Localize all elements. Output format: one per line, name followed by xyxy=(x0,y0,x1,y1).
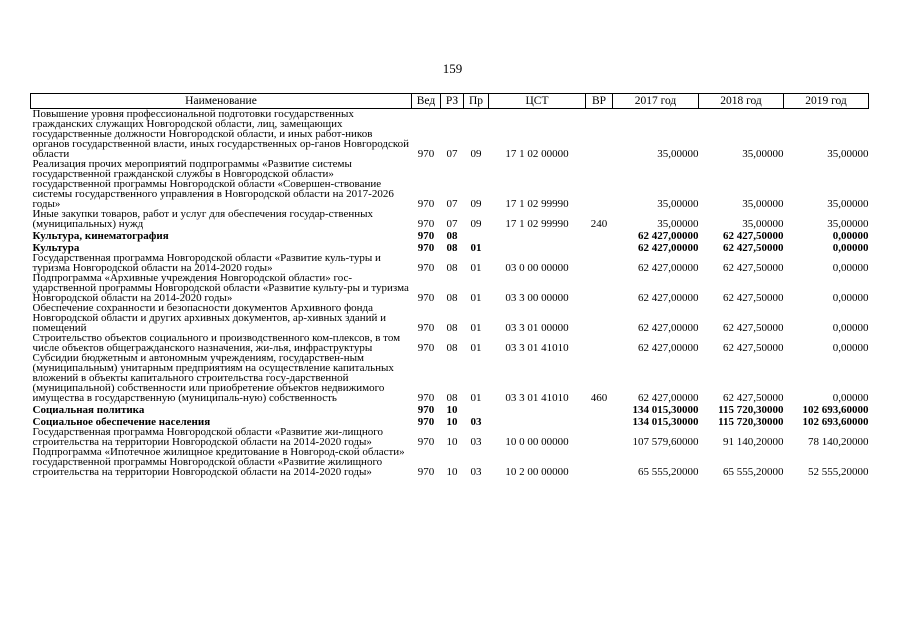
cell-vr xyxy=(586,229,613,241)
cell-y2019: 102 693,60000 xyxy=(802,416,869,428)
cell-rz: 07 xyxy=(446,148,458,160)
table-header-row xyxy=(31,94,869,109)
cell-cst xyxy=(489,241,586,253)
cell-ved: 970 xyxy=(417,230,435,242)
table-body xyxy=(31,109,869,478)
table-row xyxy=(31,303,869,333)
cell-vr: 240 xyxy=(590,218,608,230)
cell-vr xyxy=(586,159,613,209)
cell-cst: 03 3 01 00000 xyxy=(505,322,569,334)
cell-pr: 09 xyxy=(470,148,482,160)
cell-y2018: 115 720,30000 xyxy=(718,404,784,416)
cell-rz: 08 xyxy=(446,242,458,254)
header-name: Наименование xyxy=(31,94,412,109)
cell-ved: 970 xyxy=(417,322,435,334)
cell-vr xyxy=(586,253,613,273)
cell-vr xyxy=(586,333,613,353)
cell-y2019: 35,00000 xyxy=(827,148,869,160)
cell-y2019: 35,00000 xyxy=(827,198,869,210)
cell-name: Повышение уровня профессиональной подготовки государственных гражданских служащих Новгородской области, лиц, замещающих государственные должности Новгородской области, и иных работ-ников органов государственной власти, иных государственных ор-ганов Новгородской области xyxy=(32,108,410,160)
header-vr: ВР xyxy=(586,94,613,109)
page-number: 159 xyxy=(442,61,463,76)
cell-cst xyxy=(489,403,586,415)
cell-y2017: 62 427,00000 xyxy=(638,322,699,334)
cell-name: Социальная политика xyxy=(32,404,145,416)
table-row xyxy=(31,333,869,353)
header-2018: 2018 год xyxy=(699,94,784,109)
cell-pr: 03 xyxy=(470,416,482,428)
cell-cst: 10 0 00 00000 xyxy=(505,436,569,448)
cell-rz: 08 xyxy=(446,322,458,334)
cell-vr xyxy=(586,303,613,333)
cell-cst: 03 3 01 41010 xyxy=(505,392,569,404)
cell-pr: 01 xyxy=(470,242,482,254)
cell-y2018: 35,00000 xyxy=(742,218,784,230)
cell-y2017: 65 555,20000 xyxy=(638,466,699,478)
cell-y2019: 102 693,60000 xyxy=(802,404,869,416)
cell-name: Культура xyxy=(32,242,80,254)
cell-pr: 03 xyxy=(470,466,482,478)
cell-rz: 10 xyxy=(446,416,458,428)
cell-y2018: 115 720,30000 xyxy=(718,416,784,428)
cell-y2019: 0,00000 xyxy=(832,342,869,354)
table-row xyxy=(31,253,869,273)
cell-vr xyxy=(586,109,613,160)
cell-name: Субсидии бюджетным и автономным учреждениям, государствен-ным (муниципальным) унитарным предприятиям на осуществление капитальных вложений в объекты капитального строительства госу-дарственной (муниципальной) собственности или приобретение объектов недвижимого имущества в государственную (муниципаль-ную) собственность xyxy=(32,352,394,404)
cell-y2018: 62 427,50000 xyxy=(723,262,784,274)
cell-name: Государственная программа Новгородской области «Развитие куль-туры и туризма Новгородской области на 2014-2020 годы» xyxy=(32,252,381,274)
cell-y2017: 107 579,60000 xyxy=(632,436,699,448)
header-cst: ЦСТ xyxy=(489,94,586,109)
cell-pr: 01 xyxy=(470,392,482,404)
header-ved: Вед xyxy=(412,94,441,109)
cell-name: Государственная программа Новгородской области «Развитие жи-лищного строительства на территории Новгородской области на 2014-2020 годы» xyxy=(32,426,383,448)
cell-y2019: 0,00000 xyxy=(832,292,869,304)
table-row xyxy=(31,159,869,209)
cell-vr xyxy=(586,447,613,477)
cell-y2018: 62 427,50000 xyxy=(723,342,784,354)
cell-rz: 08 xyxy=(446,392,458,404)
cell-pr: 01 xyxy=(470,342,482,354)
cell-vr xyxy=(586,273,613,303)
cell-rz: 07 xyxy=(446,198,458,210)
cell-y2017: 62 427,00000 xyxy=(638,230,699,242)
budget-table xyxy=(30,93,869,477)
cell-vr xyxy=(586,241,613,253)
cell-ved: 970 xyxy=(417,342,435,354)
cell-y2018: 91 140,20000 xyxy=(723,436,784,448)
cell-ved: 970 xyxy=(417,404,435,416)
cell-cst: 17 1 02 99990 xyxy=(505,198,569,210)
cell-y2017: 134 015,30000 xyxy=(632,416,699,428)
table-row xyxy=(31,403,869,415)
cell-y2018: 62 427,50000 xyxy=(723,230,784,242)
cell-y2017: 134 015,30000 xyxy=(632,404,699,416)
cell-pr xyxy=(464,403,489,415)
cell-y2017: 62 427,00000 xyxy=(638,242,699,254)
cell-y2019: 0,00000 xyxy=(832,230,869,242)
cell-pr: 01 xyxy=(470,262,482,274)
cell-pr: 09 xyxy=(470,218,482,230)
cell-ved: 970 xyxy=(417,466,435,478)
cell-name: Иные закупки товаров, работ и услуг для обеспечения государ-ственных (муниципальных) нужд xyxy=(32,208,374,230)
cell-cst: 03 3 00 00000 xyxy=(505,292,569,304)
table-row xyxy=(31,427,869,447)
cell-pr: 03 xyxy=(470,436,482,448)
cell-y2018: 62 427,50000 xyxy=(723,292,784,304)
cell-pr xyxy=(464,229,489,241)
cell-cst: 17 1 02 00000 xyxy=(505,148,569,160)
cell-rz: 10 xyxy=(446,436,458,448)
header-2019: 2019 год xyxy=(784,94,869,109)
cell-name: Подпрограмма «Архивные учреждения Новгородской области» гос-ударственной программы Новгородской области «Развитие культу-ры и туризма Новгородской области на 2014-2020 годы» xyxy=(32,272,409,304)
cell-rz: 08 xyxy=(446,292,458,304)
cell-vr xyxy=(586,403,613,415)
cell-name: Подпрограмма «Ипотечное жилищное кредитование в Новгород-ской области» государственной программы Новгородской области «Развитие жилищного строительства на территории Новгородской области на 2014-2020 годы» xyxy=(32,446,405,478)
cell-cst xyxy=(489,415,586,427)
cell-rz: 08 xyxy=(446,230,458,242)
cell-y2017: 62 427,00000 xyxy=(638,392,699,404)
table-row xyxy=(31,109,869,160)
cell-y2017: 62 427,00000 xyxy=(638,292,699,304)
cell-ved: 970 xyxy=(417,198,435,210)
cell-rz: 07 xyxy=(446,218,458,230)
cell-y2019: 0,00000 xyxy=(832,392,869,404)
cell-ved: 970 xyxy=(417,242,435,254)
cell-cst: 03 0 00 00000 xyxy=(505,262,569,274)
cell-y2017: 35,00000 xyxy=(657,148,699,160)
cell-y2019: 52 555,20000 xyxy=(808,466,869,478)
cell-y2018: 62 427,50000 xyxy=(723,242,784,254)
header-rz: РЗ xyxy=(441,94,464,109)
header-2017: 2017 год xyxy=(613,94,699,109)
cell-y2019: 0,00000 xyxy=(832,242,869,254)
cell-y2018: 35,00000 xyxy=(742,198,784,210)
cell-rz: 10 xyxy=(446,404,458,416)
cell-y2017: 62 427,00000 xyxy=(638,342,699,354)
cell-y2019: 0,00000 xyxy=(832,262,869,274)
cell-name: Культура, кинематография xyxy=(32,230,169,242)
cell-name: Реализация прочих мероприятий подпрограммы «Развитие системы государственной гражданской службы в Новгородской области» государственной программы Новгородской области «Совершен-ствование системы государственного управления в Новгородской области на 2017-2026 годы» xyxy=(32,158,394,210)
cell-y2017: 35,00000 xyxy=(657,218,699,230)
cell-cst: 03 3 01 41010 xyxy=(505,342,569,354)
table-row xyxy=(31,209,869,229)
cell-ved: 970 xyxy=(417,392,435,404)
cell-rz: 10 xyxy=(446,466,458,478)
cell-y2019: 0,00000 xyxy=(832,322,869,334)
cell-y2019: 78 140,20000 xyxy=(808,436,869,448)
table-row xyxy=(31,353,869,403)
header-pr: Пр xyxy=(464,94,489,109)
cell-y2017: 62 427,00000 xyxy=(638,262,699,274)
cell-y2018: 62 427,50000 xyxy=(723,322,784,334)
cell-name: Обеспечение сохранности и безопасности документов Архивного фонда Новгородской области и других архивных документов, ар-хивных зданий и помещений xyxy=(32,302,387,334)
cell-ved: 970 xyxy=(417,218,435,230)
cell-name: Социальное обеспечение населения xyxy=(32,416,211,428)
table-row xyxy=(31,447,869,477)
cell-y2019: 35,00000 xyxy=(827,218,869,230)
cell-vr xyxy=(586,415,613,427)
cell-vr: 460 xyxy=(590,392,608,404)
cell-cst: 17 1 02 99990 xyxy=(505,218,569,230)
cell-ved: 970 xyxy=(417,436,435,448)
cell-pr: 01 xyxy=(470,292,482,304)
cell-vr xyxy=(586,427,613,447)
cell-y2018: 62 427,50000 xyxy=(723,392,784,404)
cell-y2018: 65 555,20000 xyxy=(723,466,784,478)
cell-ved: 970 xyxy=(417,148,435,160)
table-row xyxy=(31,273,869,303)
cell-y2018: 35,00000 xyxy=(742,148,784,160)
cell-rz: 08 xyxy=(446,262,458,274)
cell-cst: 10 2 00 00000 xyxy=(505,466,569,478)
cell-ved: 970 xyxy=(417,292,435,304)
cell-pr: 09 xyxy=(470,198,482,210)
cell-ved: 970 xyxy=(417,416,435,428)
cell-pr: 01 xyxy=(470,322,482,334)
cell-ved: 970 xyxy=(417,262,435,274)
cell-rz: 08 xyxy=(446,342,458,354)
cell-y2017: 35,00000 xyxy=(657,198,699,210)
table-row xyxy=(31,229,869,241)
cell-name: Строительство объектов социального и производственного ком-плексов, в том числе объектов общегражданского назначения, жи-лья, инфраструктуры xyxy=(32,332,401,354)
cell-cst xyxy=(489,229,586,241)
